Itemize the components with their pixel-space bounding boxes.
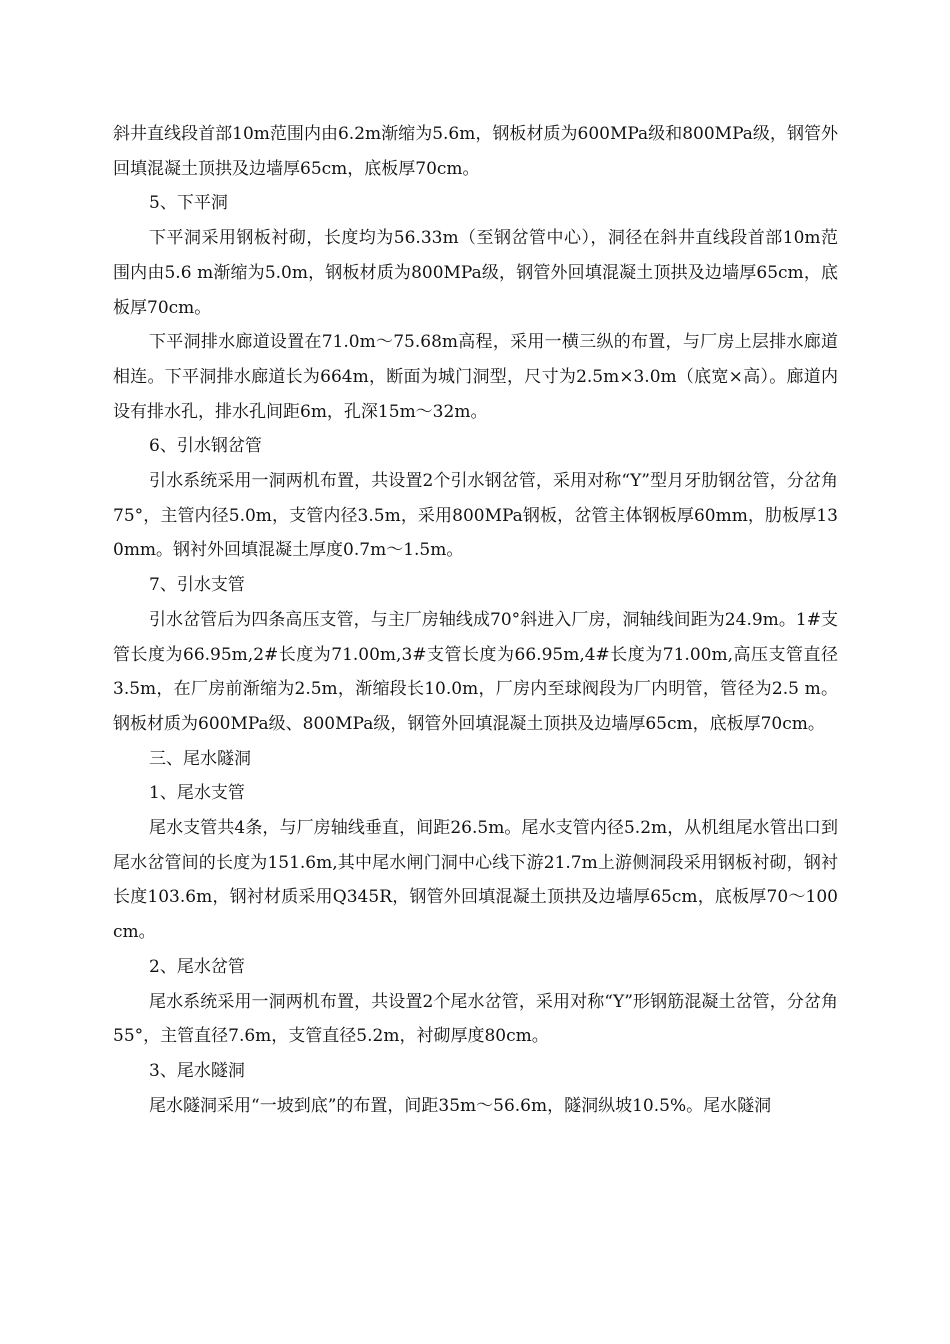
paragraph-incline-shaft-continued: 斜井直线段首部10m范围内由6.2m渐缩为5.6m，钢板材质为600MPa级和800MPa级，钢管外回填混凝土顶拱及边墙厚65cm，底板厚70cm。 bbox=[113, 124, 838, 179]
paragraph-drainage-gallery: 下平洞排水廊道设置在71.0m～75.68m高程，采用一横三纵的布置，与厂房上层排水廊道相连。下平洞排水廊道长为664m，断面为城门洞型，尺寸为2.5m×3.0m（底宽×高）。廊道内设有排水孔，排水孔间距6m，孔深15m～32m。 bbox=[113, 332, 838, 422]
paragraph-branch-pipes: 引水岔管后为四条高压支管，与主厂房轴线成70°斜进入厂房，洞轴线间距为24.9m。1#支管长度为66.95m,2#长度为71.00m,3#支管长度为66.95m,4#长度为71.00m,高压支管直径3.5m，在厂房前渐缩为2.5m，渐缩段长10.0m，厂房内至球阀段为厂内明管，管径为2.5 m。钢板材质为600MPa级、800MPa级，钢管外回填混凝土顶拱及边墙厚65cm，底板厚70cm。 bbox=[113, 609, 838, 734]
heading-steel-bifurcation: 6、引水钢岔管 bbox=[149, 436, 262, 457]
heading-branch-pipes: 7、引水支管 bbox=[149, 575, 245, 596]
paragraph-tailrace-branch-pipes: 尾水支管共4条，与厂房轴线垂直，间距26.5m。尾水支管内径5.2m，从机组尾水管出口到尾水岔管间的长度为151.6m,其中尾水闸门洞中心线下游21.7m上游侧洞段采用钢板衬砌，钢衬长度103.6m，钢衬材质采用Q345R，钢管外回填混凝土顶拱及边墙厚65cm，底板厚70～100cm。 bbox=[113, 818, 838, 943]
heading-lower-tunnel: 5、下平洞 bbox=[149, 193, 228, 214]
heading-tailrace-bifurcation: 2、尾水岔管 bbox=[149, 956, 245, 977]
paragraph-tailrace-bifurcation: 尾水系统采用一洞两机布置，共设置2个尾水岔管，采用对称“Y”形钢筋混凝土岔管，分岔角55°，主管直径7.6m，支管直径5.2m，衬砌厚度80cm。 bbox=[113, 991, 838, 1047]
heading-tailrace-tunnel-section: 三、尾水隧洞 bbox=[149, 748, 251, 769]
document-body bbox=[113, 117, 838, 1123]
paragraph-steel-bifurcation: 引水系统采用一洞两机布置，共设置2个引水钢岔管，采用对称“Y”型月牙肋钢岔管，分岔角75°，主管内径5.0m，支管内径3.5m，采用800MPa钢板，岔管主体钢板厚60mm，肋板厚130mm。钢衬外回填混凝土厚度0.7m～1.5m。 bbox=[113, 471, 838, 561]
heading-tailrace-tunnel: 3、尾水隧洞 bbox=[149, 1060, 245, 1081]
heading-tailrace-branch-pipes: 1、尾水支管 bbox=[149, 783, 245, 804]
paragraph-lower-tunnel-lining: 下平洞采用钢板衬砌，长度均为56.33m（至钢岔管中心），洞径在斜井直线段首部10m范围内由5.6 m渐缩为5.0m，钢板材质为800MPa级，钢管外回填混凝土顶拱及边墙厚65cm，底板厚70cm。 bbox=[113, 228, 838, 318]
paragraph-tailrace-tunnel: 尾水隧洞采用“一坡到底”的布置，间距35m～56.6m，隧洞纵坡10.5%。尾水隧洞 bbox=[149, 1095, 772, 1116]
